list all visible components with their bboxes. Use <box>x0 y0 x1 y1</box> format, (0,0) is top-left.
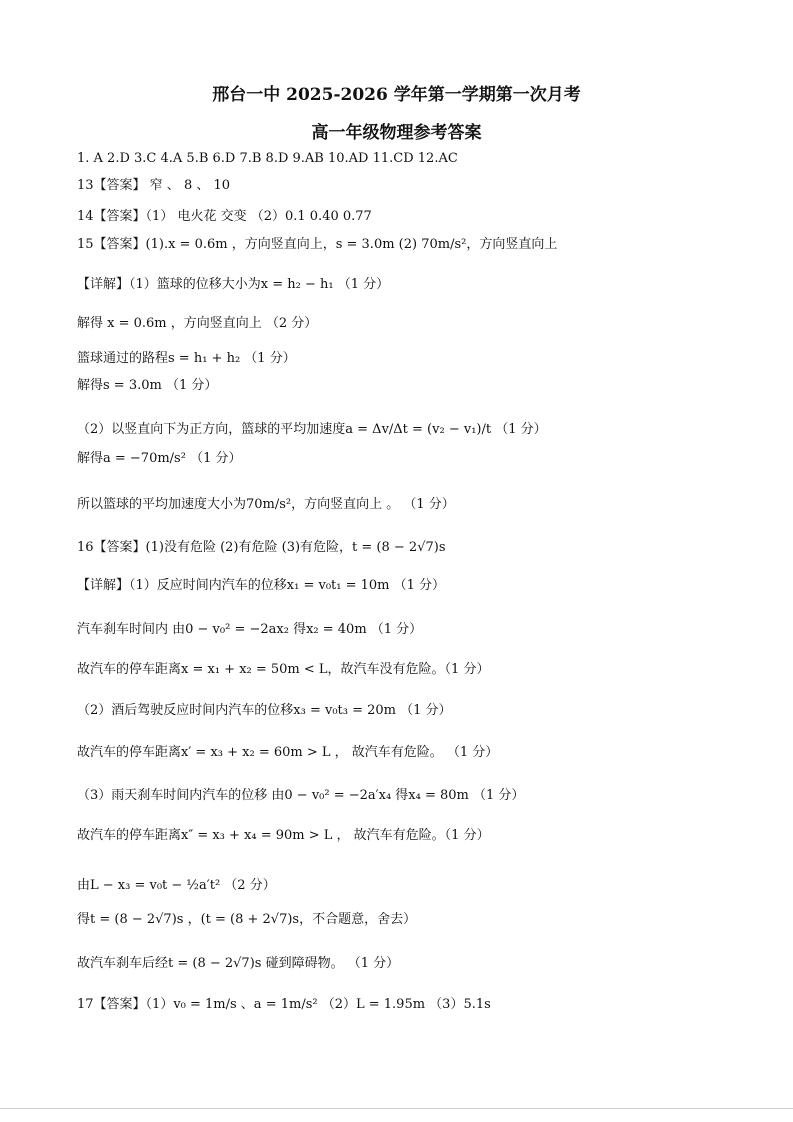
answer-line: 17【答案】（1）v₀ = 1m/s 、a = 1m/s² （2）L = 1.95m （3）5.1s <box>77 997 491 1012</box>
answer-line: 得t = (8 − 2√7)s ，(t = (8 + 2√7)s，不合题意，舍去） <box>77 912 417 927</box>
answer-line: （2）以竖直向下为正方向，篮球的平均加速度a = Δv/Δt = (v₂ − v₁)/t （1 分） <box>77 422 547 437</box>
answer-line: 篮球通过的路程s = h₁ + h₂ （1 分） <box>77 351 296 366</box>
answer-line: （2）酒后驾驶反应时间内汽车的位移x₃ = v₀t₃ = 20m （1 分） <box>77 703 452 718</box>
subtitle: 高一年级物理参考答案 <box>311 123 482 143</box>
answer-line: 13【答案】 窄 、 8 、 10 <box>77 178 231 193</box>
answer-line: （3）雨天刹车时间内汽车的位移 由0 − v₀² = −2a′x₄ 得x₄ = 80m （1 分） <box>77 788 525 803</box>
answer-line: 故汽车刹车后经t = (8 − 2√7)s 碰到障碍物。 （1 分） <box>77 956 400 971</box>
answer-line: 汽车刹车时间内 由0 − v₀² = −2ax₂ 得x₂ = 40m （1 分） <box>77 622 423 637</box>
answer-line: 故汽车的停车距离x′ = x₃ + x₂ = 60m > L ， 故汽车有危险。 （1 分） <box>77 745 499 760</box>
answer-line: 【详解】（1）反应时间内汽车的位移x₁ = v₀t₁ = 10m （1 分） <box>77 578 446 593</box>
answer-line: 解得s = 3.0m （1 分） <box>77 378 218 393</box>
answer-line: 16【答案】(1)没有危险 (2)有危险 (3)有危险，t = (8 − 2√7)s <box>77 540 446 555</box>
page-bottom-rule <box>0 1108 793 1109</box>
answer-line: 所以篮球的平均加速度大小为70m/s²，方向竖直向上 。 （1 分） <box>77 497 455 512</box>
answer-line: 由L − x₃ = v₀t − ½a′t² （2 分） <box>77 878 276 893</box>
title: 邢台一中 2025-2026 学年第一学期第一次月考 <box>212 85 581 105</box>
answer-line: 故汽车的停车距离x = x₁ + x₂ = 50m < L，故汽车没有危险。（1 分） <box>77 662 490 677</box>
answer-line: 14【答案】（1） 电火花 交变 （2）0.1 0.40 0.77 <box>77 209 372 224</box>
answer-line: 1. A 2.D 3.C 4.A 5.B 6.D 7.B 8.D 9.AB 10.AD 11.CD 12.AC <box>77 151 458 166</box>
answer-line: 故汽车的停车距离x″ = x₃ + x₄ = 90m > L ， 故汽车有危险。（1 分） <box>77 828 490 843</box>
answer-line: 解得 x = 0.6m ，方向竖直向上 （2 分） <box>77 316 318 331</box>
answer-line: 15【答案】(1).x = 0.6m ，方向竖直向上，s = 3.0m (2) 70m/s²，方向竖直向上 <box>77 237 558 252</box>
answer-line: 解得a = −70m/s² （1 分） <box>77 451 242 466</box>
answer-line: 【详解】（1）篮球的位移大小为x = h₂ − h₁ （1 分） <box>77 277 390 292</box>
